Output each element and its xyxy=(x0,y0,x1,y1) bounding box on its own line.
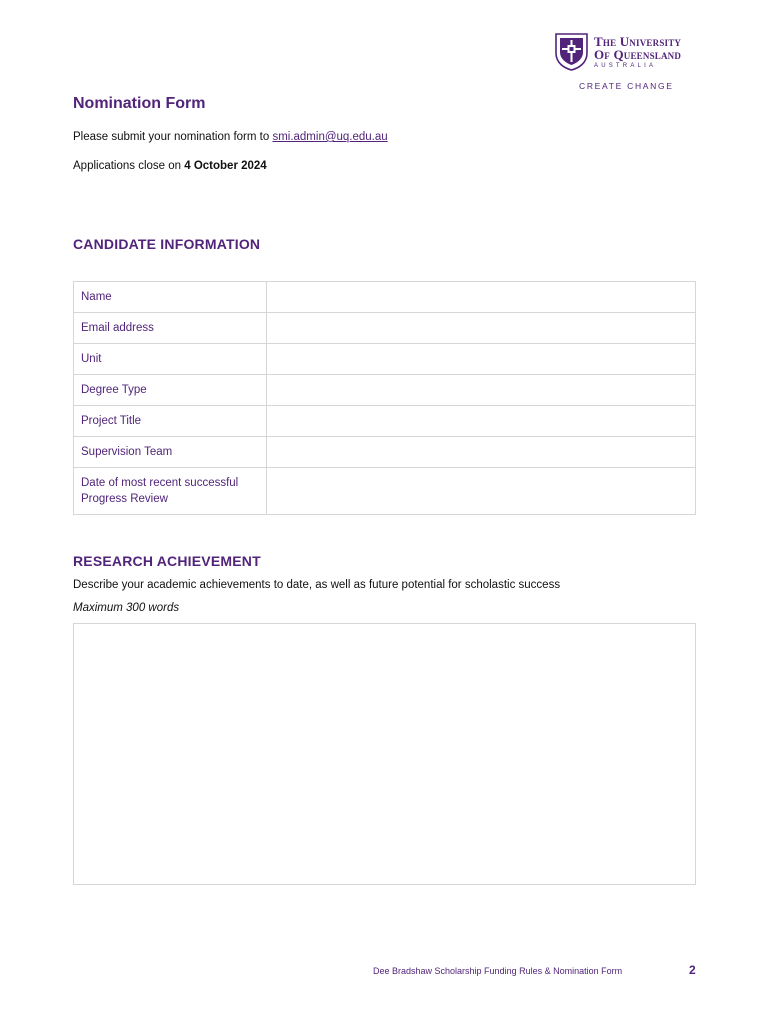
uq-crest-icon xyxy=(555,33,588,71)
field-label-name: Name xyxy=(74,282,267,313)
field-label-project-title: Project Title xyxy=(74,406,267,437)
field-input-degree-type[interactable] xyxy=(266,375,695,406)
word-limit-note: Maximum 300 words xyxy=(73,602,180,614)
field-input-email[interactable] xyxy=(266,313,695,344)
logo-text-line2: Of Queensland xyxy=(594,47,682,62)
table-row xyxy=(74,406,696,437)
table-row xyxy=(74,313,696,344)
field-label-progress-review-date: Date of most recent successful Progress Review xyxy=(74,468,267,515)
logo-text-country: AUSTRALIA xyxy=(594,63,657,69)
field-input-unit[interactable] xyxy=(266,344,695,375)
table-row xyxy=(74,282,696,313)
close-date: 4 October 2024 xyxy=(184,160,267,172)
submit-email-link[interactable]: smi.admin@uq.edu.au xyxy=(272,131,388,143)
field-label-supervision-team: Supervision Team xyxy=(74,437,267,468)
field-label-degree-type: Degree Type xyxy=(74,375,267,406)
page-number: 2 xyxy=(689,963,696,977)
university-logo xyxy=(555,33,705,93)
logo-tagline: CREATE CHANGE xyxy=(579,81,674,91)
field-input-project-title[interactable] xyxy=(266,406,695,437)
candidate-section-heading: CANDIDATE INFORMATION xyxy=(73,236,261,252)
field-label-unit: Unit xyxy=(74,344,267,375)
close-prefix: Applications close on xyxy=(73,160,185,172)
field-input-progress-review-date[interactable] xyxy=(266,468,695,515)
page-title: Nomination Form xyxy=(73,95,206,112)
table-row xyxy=(74,344,696,375)
table-row xyxy=(74,468,696,515)
field-label-email: Email address xyxy=(74,313,267,344)
field-input-name[interactable] xyxy=(266,282,695,313)
closing-date-text xyxy=(73,160,267,172)
submit-instructions xyxy=(73,131,388,143)
field-input-supervision-team[interactable] xyxy=(266,437,695,468)
research-section-heading: RESEARCH ACHIEVEMENT xyxy=(73,553,261,569)
logo-text-line1: The University xyxy=(594,34,682,49)
candidate-info-table xyxy=(73,281,696,515)
research-answer-box[interactable] xyxy=(73,623,696,885)
table-row xyxy=(74,437,696,468)
research-description: Describe your academic achievements to date, as well as future potential for scholastic success xyxy=(73,579,561,591)
submit-prefix: Please submit your nomination form to xyxy=(73,131,273,143)
footer-document-title: Dee Bradshaw Scholarship Funding Rules & Nomination Form xyxy=(373,966,623,976)
table-row xyxy=(74,375,696,406)
